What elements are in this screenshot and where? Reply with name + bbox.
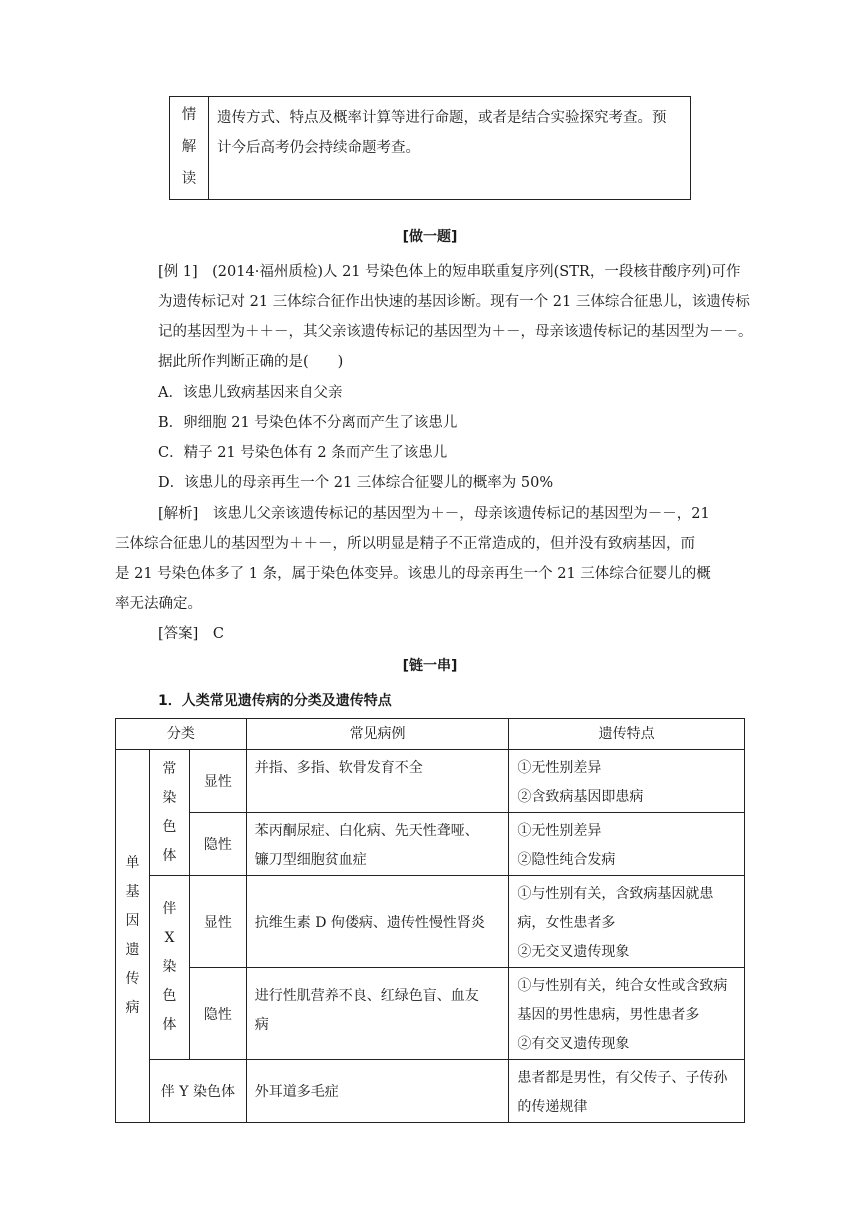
analysis-line: 率无法确定。 [115,596,202,612]
cases-cell [246,813,509,876]
genetic-disease-table [115,718,745,1123]
cell-line: ①与性别有关，含致病基因就患 [517,886,714,902]
type-cell: 隐性 [189,813,246,876]
group-char: 基 [125,884,140,900]
subgroup-char: 染 [162,959,177,975]
analysis-line: 是 21 号染色体多了 1 条，属于染色体变异。该患儿的母亲再生一个 21 三体综合征婴儿的概 [115,566,711,582]
type-cell-y-linked: 伴 Y 染色体 [149,1060,246,1123]
header-traits: 遗传特点 [509,719,745,750]
subgroup-char: 体 [162,847,177,864]
cell-line: 基因的男性患病，男性患者多 [517,1007,700,1023]
answer-line: [答案] C [158,626,224,642]
cell-line: 患者都是男性，有父传子、子传孙 [517,1070,728,1086]
cell-line: 苯丙酮尿症、白化病、先天性聋哑、 [254,823,479,839]
cell-line: ①无性别差异 [517,823,602,839]
traits-cell [509,1060,745,1123]
subgroup-autosomal [149,750,189,876]
option-b: B．卵细胞 21 号染色体不分离而产生了该患儿 [158,415,458,431]
cell-line: 抗维生素 D 佝偻病、遗传性慢性肾炎 [254,914,485,931]
cell-line: 并指、多指、软骨发育不全 [254,760,423,776]
traits-cell [509,968,745,1060]
subgroup-x-linked [149,876,189,1060]
cell-line: ①无性别差异 [517,760,602,776]
cases-cell [246,1060,509,1123]
subsection-title: 1．人类常见遗传病的分类及遗传特点 [158,693,392,709]
cell-line: 的传递规律 [517,1099,588,1115]
traits-cell [509,813,745,876]
cases-cell [246,750,509,813]
option-a: A．该患儿致病基因来自父亲 [158,385,343,401]
cell-line: ①与性别有关，纯合女性或含致病 [517,978,728,994]
cell-line: 镰刀型细胞贫血症 [254,852,367,868]
group-char: 遗 [125,942,140,958]
analysis-line: 三体综合征患儿的基因型为＋＋－，所以明显是精子不正常造成的，但并没有致病基因，而 [115,536,695,552]
cell-line: 病 [254,1017,269,1033]
type-cell: 显性 [189,750,246,813]
subgroup-char: 体 [162,1017,177,1033]
group-char: 病 [125,1000,140,1016]
group-char: 传 [125,971,140,987]
example-line: [例 1] (2014·福州质检)人 21 号染色体上的短串联重复序列(STR，一段核苷酸序列)可作 [158,264,741,280]
text-line: 遗传方式、特点及概率计算等进行命题，或者是结合实验探究考查。预 [217,110,667,126]
cases-cell [246,968,509,1060]
cell-line: ②含致病基因即患病 [517,789,644,805]
traits-cell [509,750,745,813]
subgroup-char: 色 [162,988,177,1004]
side-char: 情 [181,107,197,123]
cell-line: 病，女性患者多 [517,915,616,931]
subgroup-char: 伴 [162,901,177,917]
section-title-chain: [链一串] [402,658,458,674]
example-line: 据此所作判断正确的是( ) [158,354,344,370]
section-title-do-one: [做一题] [402,229,458,245]
subgroup-char: 常 [162,760,177,777]
type-cell: 显性 [189,876,246,968]
interpretation-side-label [170,97,209,200]
traits-cell [509,876,745,968]
subgroup-char: 染 [162,789,177,806]
cell-line: ②有交叉遗传现象 [517,1036,630,1052]
interpretation-text [209,97,691,200]
type-cell: 隐性 [189,968,246,1060]
cell-line: 外耳道多毛症 [254,1084,339,1100]
cell-line: ②无交叉遗传现象 [517,944,630,960]
group-single-gene [116,750,150,1123]
example-line: 记的基因型为＋＋－，其父亲该遗传标记的基因型为＋－，母亲该遗传标记的基因型为－－。 [158,324,753,340]
option-c: C．精子 21 号染色体有 2 条而产生了该患儿 [158,445,448,461]
top-interpretation-table [169,96,691,200]
side-char: 读 [181,171,197,187]
header-category: 分类 [116,719,247,750]
subgroup-char: X [164,930,175,946]
group-char: 单 [125,855,140,871]
example-line: 为遗传标记对 21 三体综合征作出快速的基因诊断。现有一个 21 三体综合征患儿，该遗传标 [158,294,750,310]
analysis-block [115,500,746,620]
analysis-line: [解析] 该患儿父亲该遗传标记的基因型为＋－，母亲该遗传标记的基因型为－－，21 [158,506,710,522]
group-char: 因 [125,913,140,929]
text-line: 计今后高考仍会持续命题考查。 [217,140,420,156]
header-cases: 常见病例 [246,719,509,750]
subgroup-char: 色 [162,818,177,835]
cell-line: 进行性肌营养不良、红绿色盲、血友 [254,988,479,1004]
cases-cell [246,876,509,968]
side-char: 解 [181,139,197,155]
cell-line: ②隐性纯合发病 [517,852,616,868]
option-d: D．该患儿的母亲再生一个 21 三体综合征婴儿的概率为 50% [158,475,554,491]
example-question [158,258,753,498]
